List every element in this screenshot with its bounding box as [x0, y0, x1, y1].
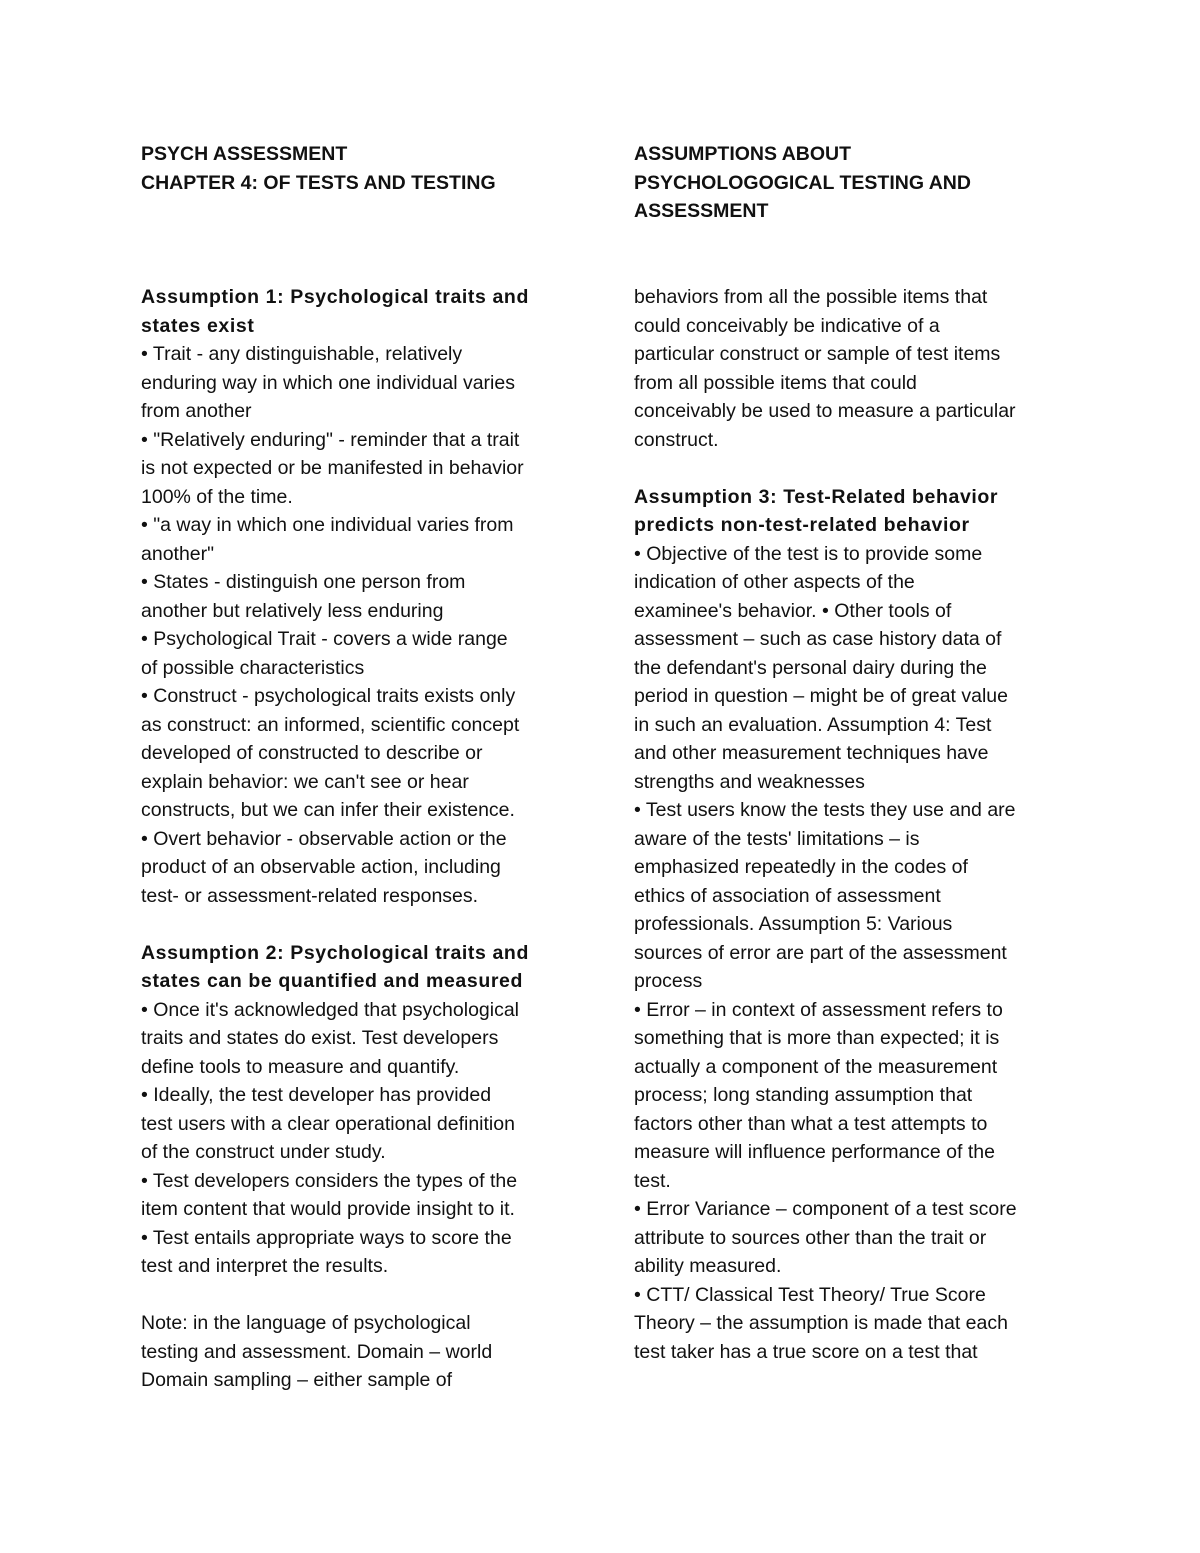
body-text-line: • "a way in which one individual varies from [141, 514, 514, 536]
body-text-line: from all possible items that could [634, 371, 917, 394]
right-title-block [634, 140, 1074, 283]
assumptions-title-line: PSYCHOLOGOGICAL TESTING AND [634, 171, 971, 194]
body-text-line: something that is more than expected; it is [634, 1027, 1000, 1049]
body-text-line: professionals. Assumption 5: Various [634, 913, 953, 935]
assumptions-title-line: ASSESSMENT [634, 200, 769, 222]
body-text-line: sources of error are part of the assessment [634, 941, 1007, 964]
body-text-line: of the construct under study. [141, 1141, 386, 1163]
body-text-line: construct. [634, 428, 719, 451]
body-text-line: • Test developers considers the types of the [141, 1169, 518, 1192]
body-text-line: test. [634, 1169, 671, 1192]
body-text-line: test users with a clear operational definition [141, 1112, 515, 1135]
left-sections [141, 283, 581, 1395]
body-text-line: examinee's behavior. • Other tools of [634, 599, 952, 622]
body-text-line: • Psychological Trait - covers a wide range [141, 628, 508, 650]
body-text-line: traits and states do exist. Test developers [141, 1027, 499, 1049]
left-title-block [141, 140, 581, 283]
section-heading: states exist [141, 314, 255, 337]
body-text-line: constructs, but we can infer their existence. [141, 799, 515, 821]
body-text-line: • Test users know the tests they use and are [634, 799, 1016, 821]
body-text-line: explain behavior: we can't see or hear [141, 770, 469, 793]
body-text-line: • Test entails appropriate ways to score the [141, 1226, 512, 1249]
text-section [634, 283, 1074, 454]
body-text-line: process [634, 970, 703, 992]
body-text-line: • "Relatively enduring" - reminder that a trait [141, 428, 520, 451]
body-text-line: factors other than what a test attempts to [634, 1112, 988, 1135]
left-column [141, 140, 581, 1395]
body-text-line: attribute to sources other than the trait or [634, 1226, 987, 1249]
body-text-line: measure will influence performance of the [634, 1141, 995, 1163]
body-text-line: emphasized repeatedly in the codes of [634, 856, 968, 878]
body-text-line: testing and assessment. Domain – world [141, 1340, 493, 1363]
body-text-line: • States - distinguish one person from [141, 571, 466, 593]
text-section [141, 939, 581, 1281]
body-text-line: indication of other aspects of the [634, 571, 915, 593]
section-spacer [634, 454, 1074, 483]
body-text-line: strengths and weaknesses [634, 770, 865, 793]
body-text-line: test- or assessment-related responses. [141, 884, 479, 907]
assumptions-title-line: ASSUMPTIONS ABOUT [634, 143, 852, 165]
body-text-line: Theory – the assumption is made that each [634, 1312, 1008, 1334]
body-text-line: developed of constructed to describe or [141, 742, 483, 764]
body-text-line: define tools to measure and quantify. [141, 1055, 460, 1078]
section-spacer [141, 910, 581, 939]
body-text-line: of possible characteristics [141, 656, 365, 679]
body-text-line: • CTT/ Classical Test Theory/ True Score [634, 1283, 986, 1306]
section-heading: predicts non-test-related behavior [634, 514, 970, 536]
body-text-line: could conceivably be indicative of a [634, 314, 940, 337]
section-heading: states can be quantified and measured [141, 970, 523, 992]
text-section [634, 483, 1074, 1367]
right-sections [634, 283, 1074, 1366]
body-text-line: as construct: an informed, scientific concept [141, 713, 520, 736]
body-text-line: Domain sampling – either sample of [141, 1369, 453, 1391]
body-text-line: another" [141, 542, 215, 565]
body-text-line: another but relatively less enduring [141, 599, 444, 622]
body-text-line: the defendant's personal dairy during the [634, 656, 987, 679]
chapter-title: CHAPTER 4: OF TESTS AND TESTING [141, 171, 496, 194]
body-text-line: • Ideally, the test developer has provided [141, 1084, 492, 1106]
body-text-line: 100% of the time. [141, 485, 293, 508]
body-text-line: assessment – such as case history data of [634, 628, 1002, 650]
body-text-line: period in question – might be of great value [634, 685, 1008, 707]
body-text-line: ability measured. [634, 1255, 782, 1277]
body-text-line: • Objective of the test is to provide some [634, 542, 983, 565]
body-text-line: Note: in the language of psychological [141, 1312, 471, 1334]
body-text-line: conceivably be used to measure a particular [634, 400, 1016, 422]
body-text-line: particular construct or sample of test items [634, 343, 1001, 365]
body-text-line: test taker has a true score on a test that [634, 1340, 978, 1363]
body-text-line: • Once it's acknowledged that psychological [141, 998, 520, 1021]
section-heading: Assumption 2: Psychological traits and [141, 941, 529, 964]
text-section [141, 283, 581, 910]
body-text-line: from another [141, 400, 252, 422]
body-text-line: actually a component of the measurement [634, 1055, 998, 1078]
body-text-line: aware of the tests' limitations – is [634, 827, 920, 850]
page-title: PSYCH ASSESSMENT [141, 143, 348, 165]
body-text-line: process; long standing assumption that [634, 1084, 973, 1106]
body-text-line: test and interpret the results. [141, 1255, 389, 1277]
body-text-line: • Trait - any distinguishable, relatively [141, 343, 463, 365]
body-text-line: and other measurement techniques have [634, 742, 989, 764]
section-heading: Assumption 1: Psychological traits and [141, 286, 529, 308]
body-text-line: • Construct - psychological traits exists only [141, 685, 516, 707]
right-column [634, 140, 1074, 1366]
body-text-line: • Error Variance – component of a test score [634, 1198, 1017, 1220]
body-text-line: • Error – in context of assessment refers to [634, 998, 1003, 1021]
body-text-line: in such an evaluation. Assumption 4: Test [634, 713, 992, 736]
body-text-line: item content that would provide insight to it. [141, 1198, 515, 1220]
section-heading: Assumption 3: Test-Related behavior [634, 485, 999, 508]
body-text-line: behaviors from all the possible items that [634, 286, 988, 308]
text-section [141, 1309, 581, 1395]
section-spacer [141, 1281, 581, 1310]
body-text-line: is not expected or be manifested in behavior [141, 457, 524, 479]
body-text-line: ethics of association of assessment [634, 884, 941, 907]
body-text-line: product of an observable action, including [141, 856, 501, 878]
body-text-line: enduring way in which one individual varies [141, 371, 515, 394]
body-text-line: • Overt behavior - observable action or the [141, 827, 507, 850]
